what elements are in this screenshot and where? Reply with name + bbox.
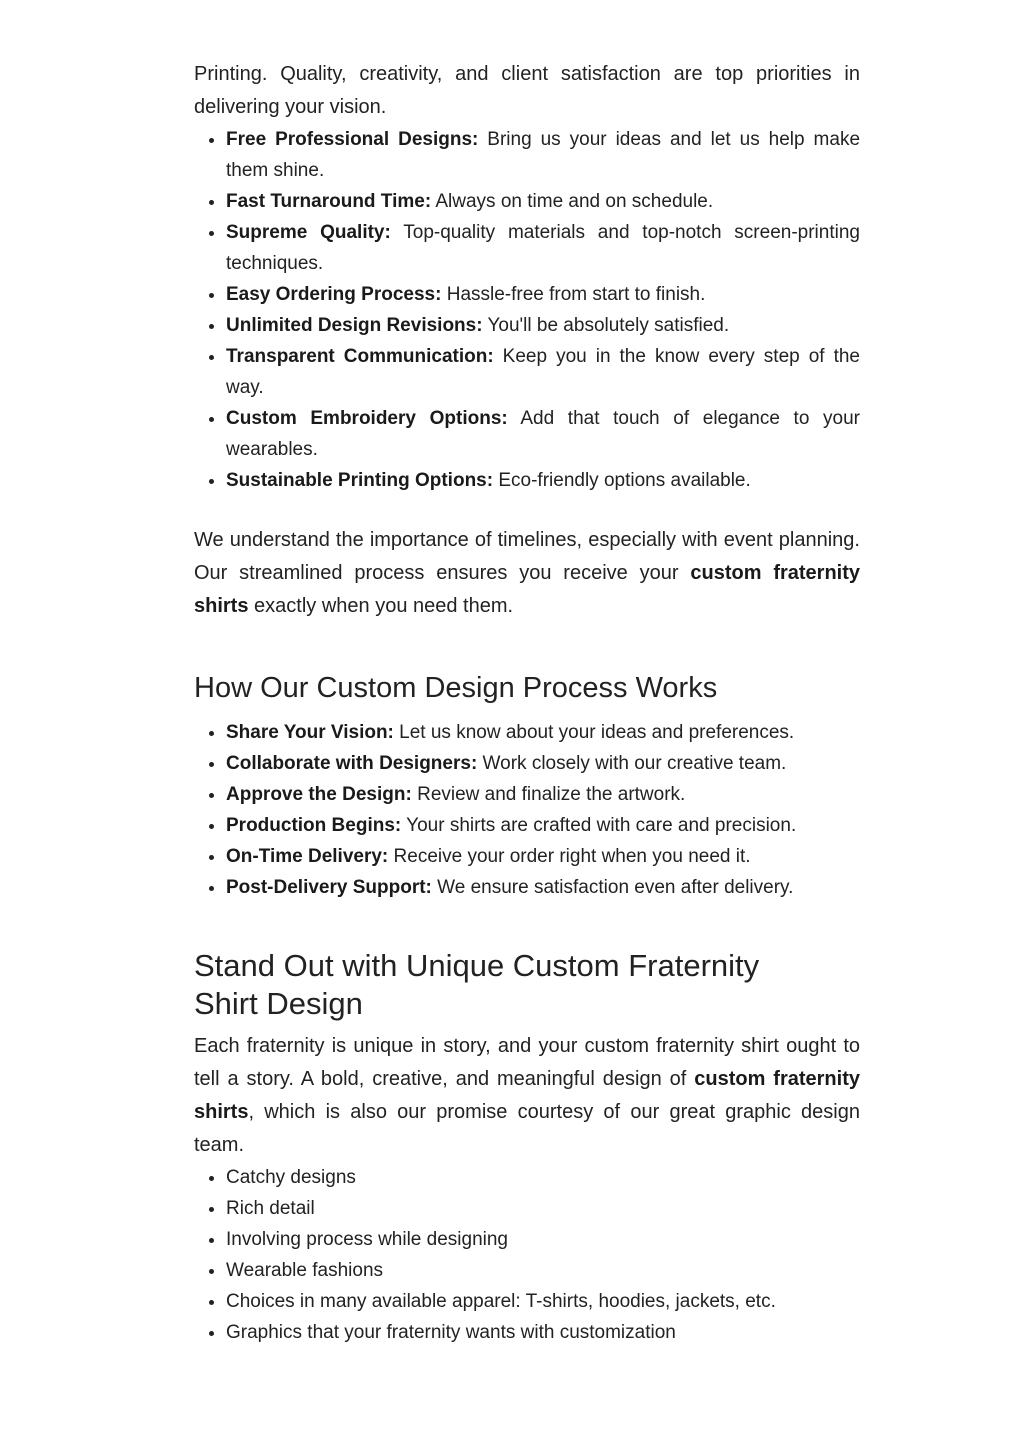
standout-text: Each fraternity is unique in story, and your custom fraternity shirt ought to tell a story. A bold, creative, and meaningful design of (194, 1035, 860, 1090)
list-item (226, 341, 860, 403)
list-item (226, 717, 860, 748)
list-item: • Wearable fashions (226, 1255, 860, 1286)
step-label: Share Your Vision: (226, 722, 394, 743)
list-item (226, 403, 860, 465)
feature-text: Keep you in the know every step of the way. (226, 346, 860, 398)
timelines-paragraph (194, 524, 860, 623)
list-item: • Catchy designs (226, 1162, 860, 1193)
feature-text: Bring us your ideas and let us help make them shine. (226, 129, 861, 181)
standout-paragraph (194, 1030, 860, 1162)
feature-text: Always on time and on schedule. (431, 191, 714, 212)
step-label: Production Begins: (226, 815, 402, 836)
list-item: • Involving process while designing (226, 1224, 860, 1255)
list-item (226, 217, 860, 279)
step-text: Receive your order right when you need it. (388, 846, 751, 867)
standout-emphasis: custom fraternity shirts (194, 1068, 860, 1123)
standout-heading: Stand Out with Unique Custom Fraternity Shirt Design (194, 948, 760, 1021)
list-item: • Choices in many available apparel: T-shirts, hoodies, jackets, etc. (226, 1286, 860, 1317)
list-item (226, 779, 860, 810)
feature-label: Free Professional Designs: (226, 129, 479, 150)
list-item: • Rich detail (226, 1193, 860, 1224)
feature-label: Easy Ordering Process: (226, 284, 442, 305)
list-item: • Graphics that your fraternity wants with customization (226, 1317, 860, 1348)
standout-text-end: , which is also our promise courtesy of our great graphic design team. (194, 1101, 860, 1156)
feature-label: Transparent Communication: (226, 346, 494, 367)
standout-list (194, 1162, 860, 1348)
feature-label: Custom Embroidery Options: (226, 408, 508, 429)
features-list (194, 124, 860, 496)
list-item (226, 748, 860, 779)
list-item (226, 872, 860, 903)
step-text: Let us know about your ideas and preferences. (393, 722, 795, 743)
list-item (226, 841, 860, 872)
list-item (226, 465, 860, 496)
feature-text: Add that touch of elegance to your wearables. (226, 408, 860, 460)
step-text: Work closely with our creative team. (477, 753, 787, 774)
intro-paragraph: Printing. Quality, creativity, and client satisfaction are top priorities in delivering your vision. (194, 63, 860, 118)
step-label: On-Time Delivery: (226, 846, 389, 867)
feature-text: Top-quality materials and top-notch screen-printing techniques. (226, 222, 860, 274)
list-item (226, 279, 860, 310)
process-heading: How Our Custom Design Process Works (194, 672, 718, 704)
step-label: Post-Delivery Support: (226, 877, 432, 898)
feature-label: Sustainable Printing Options: (226, 470, 494, 491)
timelines-text-end: exactly when you need them. (248, 595, 514, 617)
step-text: Your shirts are crafted with care and precision. (401, 815, 797, 836)
step-text: Review and finalize the artwork. (411, 784, 686, 805)
feature-text: Hassle-free from start to finish. (441, 284, 706, 305)
feature-label: Supreme Quality: (226, 222, 391, 243)
list-item (226, 124, 860, 186)
step-label: Collaborate with Designers: (226, 753, 478, 774)
feature-label: Fast Turnaround Time: (226, 191, 432, 212)
document-page (194, 58, 860, 1348)
timelines-text: We understand the importance of timelines, especially with event planning. Our streamlined process ensures you receive your (194, 529, 860, 584)
process-steps-list (194, 717, 860, 903)
list-item (226, 186, 860, 217)
list-item (226, 810, 860, 841)
step-text: We ensure satisfaction even after delivery. (431, 877, 794, 898)
list-item (226, 310, 860, 341)
step-label: Approve the Design: (226, 784, 412, 805)
feature-label: Unlimited Design Revisions: (226, 315, 483, 336)
feature-text: You'll be absolutely satisfied. (482, 315, 730, 336)
timelines-emphasis: custom fraternity shirts (194, 562, 861, 617)
feature-text: Eco-friendly options available. (493, 470, 751, 491)
